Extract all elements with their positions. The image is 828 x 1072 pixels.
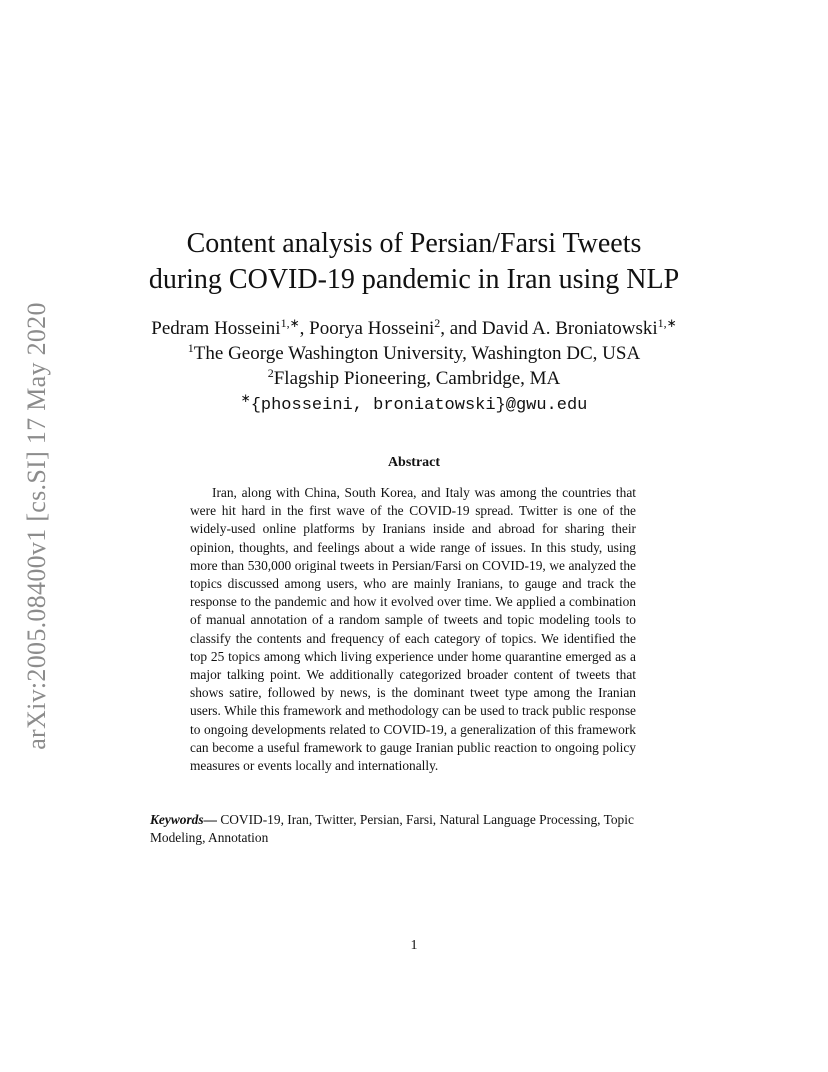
affiliation-1-text: The George Washington University, Washington DC, USA [193,343,641,364]
page-number: 1 [410,938,418,953]
abstract-heading: Abstract [387,455,441,470]
author-separator-2: , and [440,318,482,339]
author-2-affiliation-mark: 2 [434,316,441,330]
abstract-body: Iran, along with China, South Korea, and Italy was among the countries that were hit hard in the first wave of the COVID-19 spread. Twitter is one of the widely-used online platforms by Iranians inside and abroad for sharing their opinion, thoughts, and feelings about a wide range of issues. In this study, using more than 530,000 original tweets in Persian/Farsi on COVID-19, we analyzed the topics discussed among users, who are mainly Iranians, to gauge and track the response to the pandemic and how it evolved over time. We applied a combination of manual annotation of a random sample of tweets and topic modeling tools to classify the contents and frequency of each category of topics. We identified the top 25 topics among which living experience under home quarantine emerged as a major talking point. We additionally categorized broader content of tweets that shows satire, followed by news, is the dominant tweet type among the Iranian users. While this framework and methodology can be used to track public response to ongoing developments related to COVID-19, a generalization of this framework can become a useful framework to gauge Iranian public reaction to ongoing policy measures or events locally and internationally. [190,485,636,774]
affiliation-1-mark: 1 [187,341,194,355]
keywords-paragraph [150,811,676,847]
affiliation-1 [0,341,828,366]
affiliation-2 [0,366,828,391]
author-block [0,316,828,418]
author-3-affiliation-mark: 1,∗ [657,316,677,330]
paper-title-line-2: during COVID-19 pandemic in Iran using NLP [148,264,680,295]
keywords-label: Keywords— [150,812,217,827]
author-1-affiliation-mark: 1,∗ [280,316,300,330]
contact-email-line [0,391,828,418]
affiliation-2-mark: 2 [267,366,274,380]
author-separator-1: , [299,318,310,339]
affiliation-2-text: Flagship Pioneering, Cambridge, MA [273,368,561,389]
author-name-3: David A. Broniatowski [481,318,658,339]
author-name-2: Poorya Hosseini [309,318,435,339]
author-name-1: Pedram Hosseini [151,318,281,339]
email-mark: ∗ [240,391,251,405]
paper-title-line-1: Content analysis of Persian/Farsi Tweets [186,228,642,259]
arxiv-identifier-text: arXiv:2005.08400v1 [cs.SI] 17 May 2020 [22,302,51,750]
author-names-line [0,316,828,341]
paper-title [0,226,828,298]
keywords-text: COVID-19, Iran, Twitter, Persian, Farsi, Natural Language Processing, Topic Modeling, Annotation [150,812,634,846]
contact-email: {phosseini, broniatowski}@gwu.edu [250,396,588,415]
